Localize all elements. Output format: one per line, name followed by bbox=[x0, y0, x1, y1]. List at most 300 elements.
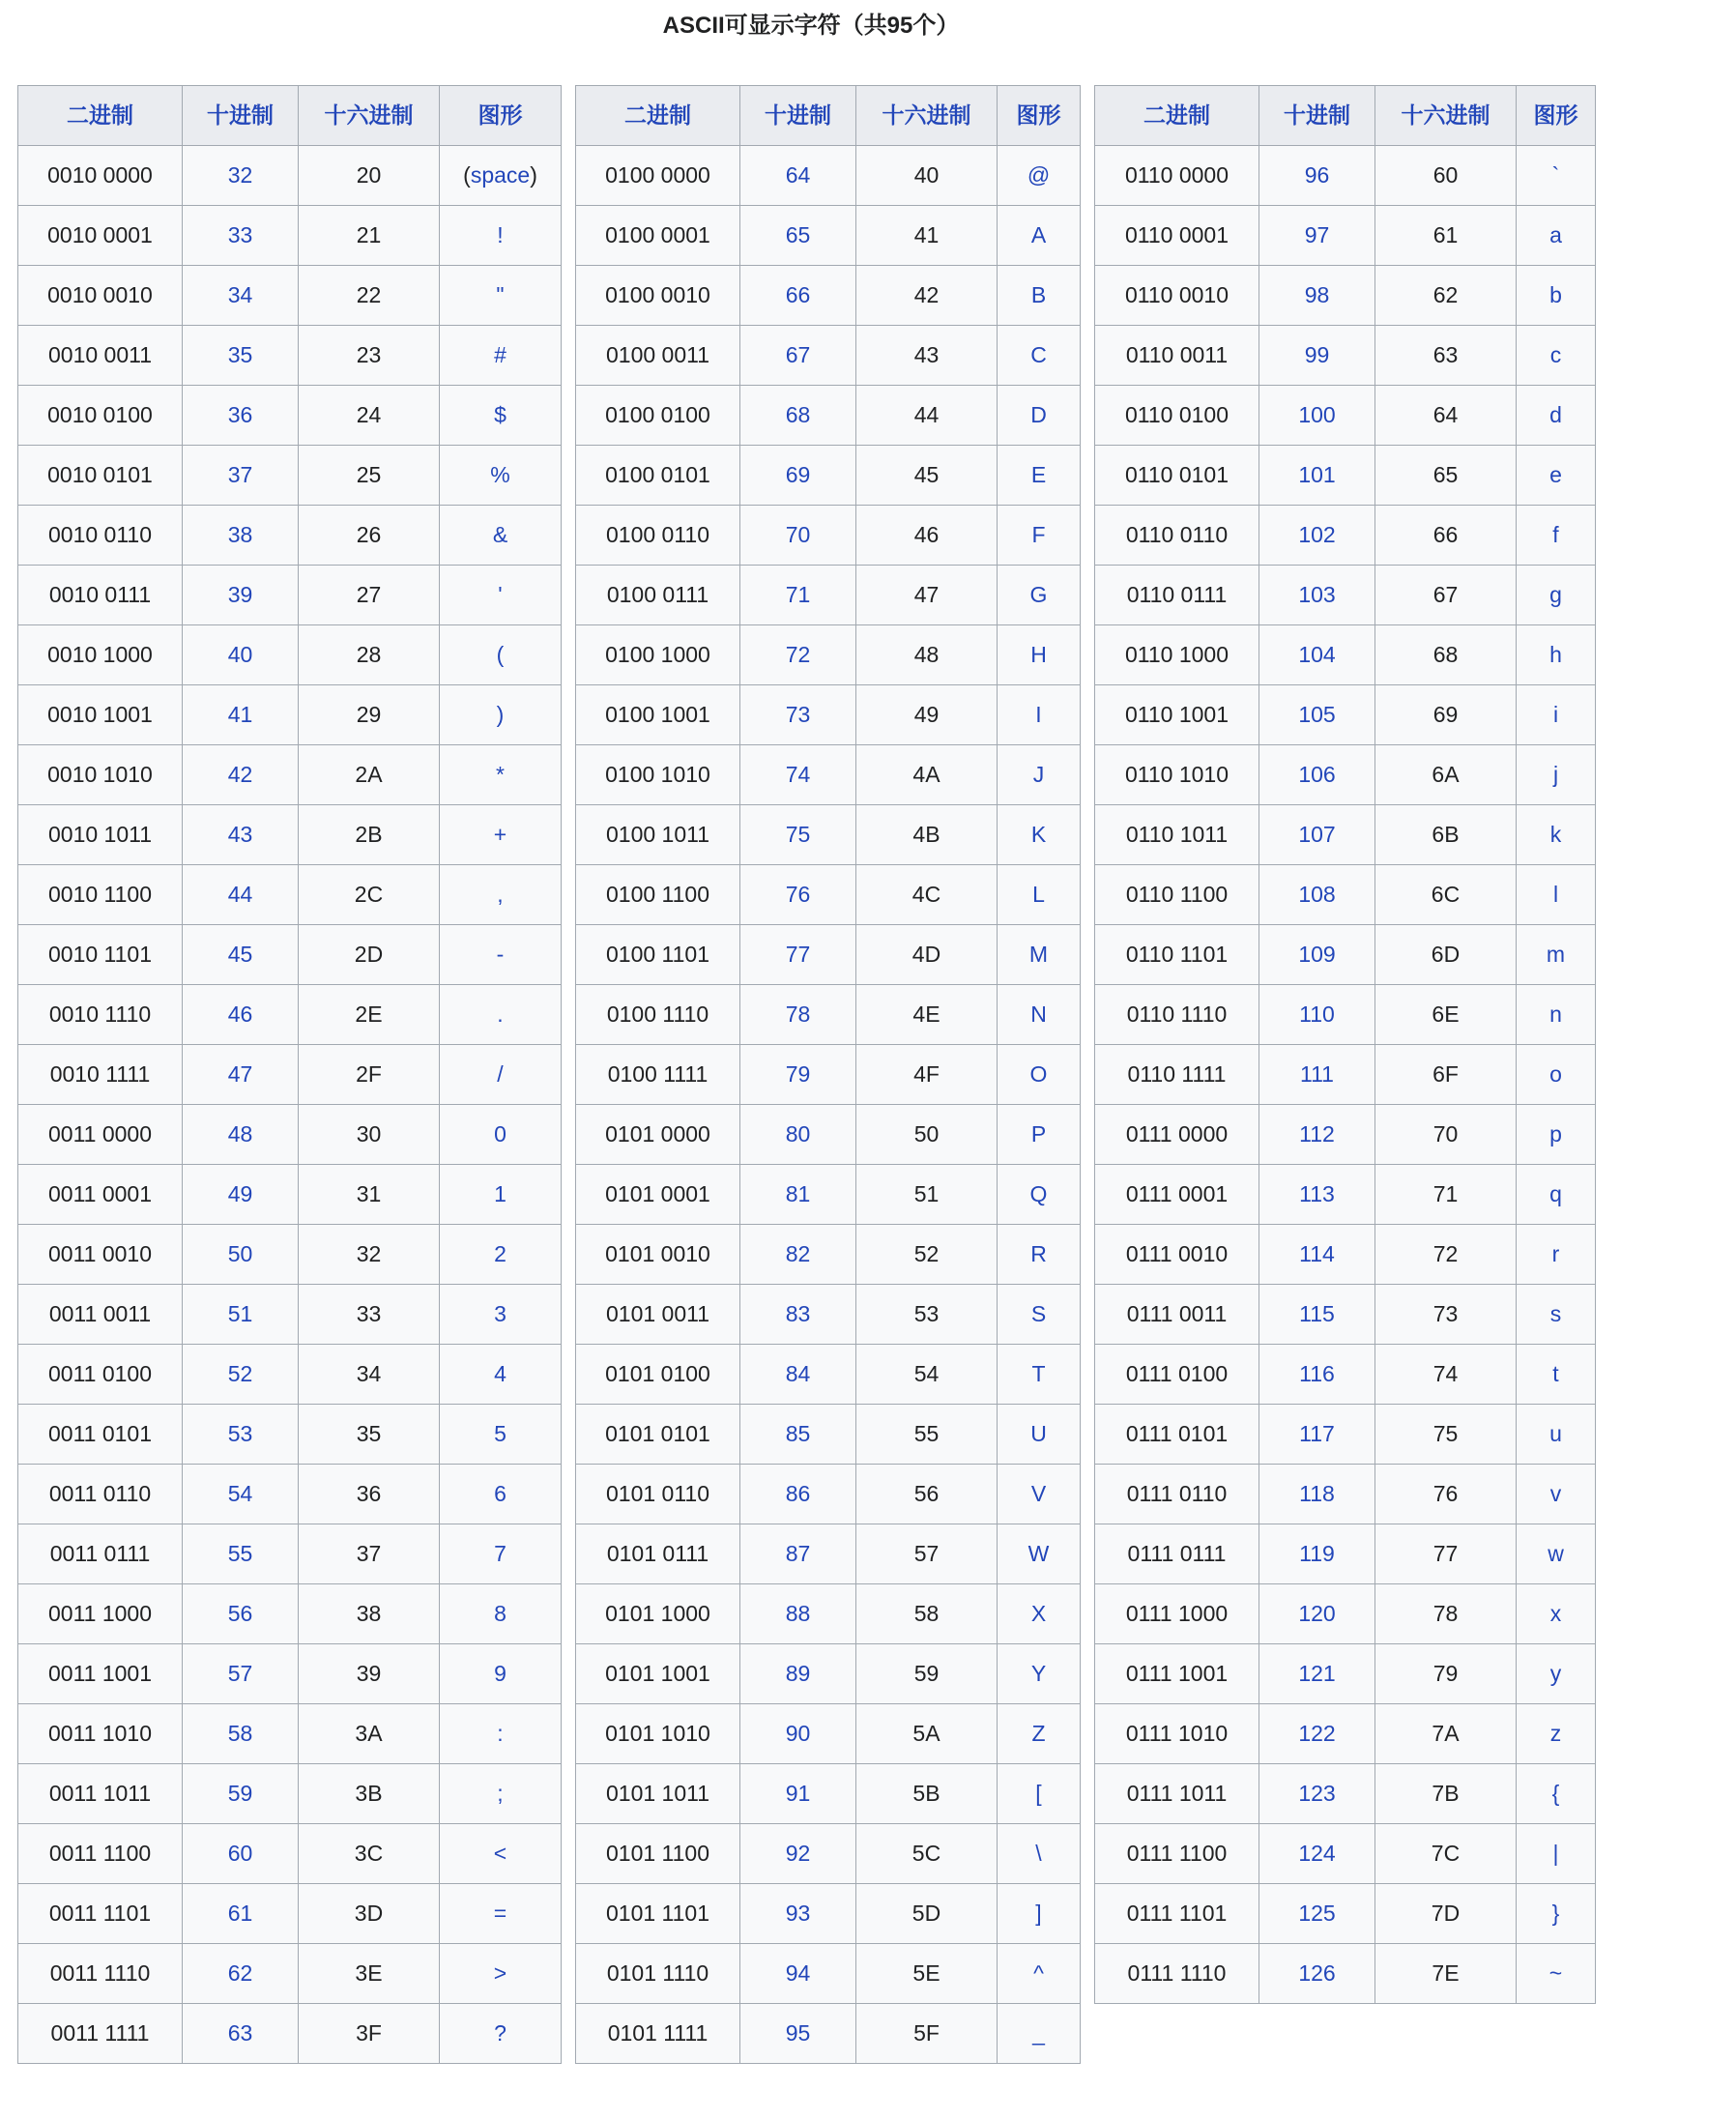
decimal-link[interactable]: 124 bbox=[1298, 1841, 1336, 1867]
decimal-link[interactable]: 69 bbox=[785, 462, 811, 488]
hex-value: 66 bbox=[1375, 506, 1517, 566]
decimal-link[interactable]: 86 bbox=[785, 1481, 811, 1507]
decimal-link[interactable]: 65 bbox=[785, 222, 811, 248]
decimal-cell bbox=[183, 1405, 299, 1465]
decimal-link[interactable]: 115 bbox=[1299, 1301, 1335, 1327]
char-link[interactable]: q bbox=[1549, 1181, 1562, 1207]
graphic-cell bbox=[998, 1345, 1081, 1405]
decimal-link[interactable]: 72 bbox=[785, 642, 811, 668]
decimal-link[interactable]: 38 bbox=[227, 522, 253, 548]
binary-value: 0010 0111 bbox=[18, 566, 183, 625]
char-link[interactable]: > bbox=[493, 1960, 507, 1987]
char-link[interactable]: space bbox=[470, 162, 531, 189]
binary-value: 0101 1101 bbox=[576, 1884, 740, 1944]
hex-value: 5F bbox=[856, 2004, 998, 2064]
decimal-cell bbox=[740, 1465, 856, 1524]
char-link[interactable]: { bbox=[1551, 1781, 1560, 1807]
table-row bbox=[18, 805, 562, 865]
decimal-link[interactable]: 89 bbox=[785, 1661, 811, 1687]
table-row bbox=[1095, 386, 1596, 446]
char-link[interactable]: S bbox=[1030, 1301, 1047, 1327]
graphic-cell bbox=[1517, 266, 1596, 326]
table-row bbox=[1095, 1345, 1596, 1405]
decimal-link[interactable]: 81 bbox=[785, 1181, 811, 1207]
decimal-link[interactable]: 47 bbox=[227, 1061, 253, 1088]
char-link[interactable]: M bbox=[1028, 942, 1049, 968]
table-row bbox=[576, 1584, 1081, 1644]
char-link[interactable]: 0 bbox=[494, 1121, 506, 1147]
decimal-link[interactable]: 41 bbox=[227, 702, 253, 728]
decimal-link[interactable]: 121 bbox=[1298, 1661, 1336, 1687]
decimal-link[interactable]: 33 bbox=[227, 222, 253, 248]
table-row bbox=[18, 446, 562, 506]
decimal-cell bbox=[183, 1644, 299, 1704]
decimal-link[interactable]: 49 bbox=[227, 1181, 253, 1207]
table-row bbox=[1095, 206, 1596, 266]
char-link[interactable]: w bbox=[1548, 1541, 1564, 1567]
column-header-binary-link[interactable]: 二进制 bbox=[624, 102, 691, 129]
char-link[interactable]: f bbox=[1552, 522, 1559, 548]
decimal-cell bbox=[183, 506, 299, 566]
char-link[interactable]: p bbox=[1549, 1121, 1562, 1147]
decimal-link[interactable]: 93 bbox=[785, 1901, 811, 1927]
decimal-link[interactable]: 100 bbox=[1298, 402, 1336, 428]
hex-value: 78 bbox=[1375, 1584, 1517, 1644]
decimal-link[interactable]: 56 bbox=[227, 1601, 253, 1627]
decimal-link[interactable]: 96 bbox=[1304, 162, 1330, 189]
char-link[interactable]: B bbox=[1030, 282, 1047, 308]
decimal-link[interactable]: 59 bbox=[227, 1781, 253, 1807]
graphic-cell bbox=[998, 625, 1081, 685]
table-row bbox=[576, 865, 1081, 925]
decimal-link[interactable]: 64 bbox=[785, 162, 811, 189]
graphic-cell bbox=[998, 206, 1081, 266]
decimal-cell bbox=[1259, 1345, 1375, 1405]
decimal-link[interactable]: 110 bbox=[1299, 1001, 1335, 1028]
decimal-cell bbox=[183, 985, 299, 1045]
char-link[interactable]: 6 bbox=[494, 1481, 506, 1507]
decimal-link[interactable]: 111 bbox=[1300, 1061, 1334, 1088]
char-link[interactable]: K bbox=[1030, 822, 1047, 848]
char-link[interactable]: 1 bbox=[494, 1181, 506, 1207]
decimal-cell bbox=[1259, 326, 1375, 386]
decimal-link[interactable]: 34 bbox=[227, 282, 253, 308]
hex-value: 74 bbox=[1375, 1345, 1517, 1405]
hex-value: 53 bbox=[856, 1285, 998, 1345]
decimal-link[interactable]: 126 bbox=[1298, 1960, 1336, 1987]
decimal-link[interactable]: 32 bbox=[227, 162, 253, 189]
decimal-link[interactable]: 80 bbox=[785, 1121, 811, 1147]
char-link[interactable]: . bbox=[497, 1001, 504, 1028]
char-link[interactable]: H bbox=[1030, 642, 1047, 668]
decimal-link[interactable]: 92 bbox=[785, 1841, 811, 1867]
decimal-cell bbox=[740, 206, 856, 266]
hex-value: 73 bbox=[1375, 1285, 1517, 1345]
char-link[interactable]: % bbox=[490, 462, 510, 488]
decimal-link[interactable]: 40 bbox=[227, 642, 253, 668]
decimal-link[interactable]: 95 bbox=[785, 2020, 811, 2046]
decimal-link[interactable]: 44 bbox=[227, 882, 253, 908]
char-link[interactable]: c bbox=[1549, 342, 1562, 368]
decimal-link[interactable]: 35 bbox=[227, 342, 253, 368]
binary-value: 0011 0111 bbox=[18, 1524, 183, 1584]
column-header-decimal-link[interactable]: 十进制 bbox=[765, 102, 831, 129]
hex-value: 25 bbox=[299, 446, 440, 506]
decimal-link[interactable]: 78 bbox=[785, 1001, 811, 1028]
decimal-link[interactable]: 122 bbox=[1298, 1721, 1336, 1747]
decimal-link[interactable]: 61 bbox=[227, 1901, 253, 1927]
graphic-cell bbox=[1517, 1045, 1596, 1105]
decimal-link[interactable]: 55 bbox=[227, 1541, 253, 1567]
decimal-link[interactable]: 66 bbox=[785, 282, 811, 308]
decimal-link[interactable]: 94 bbox=[785, 1960, 811, 1987]
decimal-cell bbox=[1259, 266, 1375, 326]
char-link[interactable]: | bbox=[1552, 1841, 1559, 1867]
graphic-cell bbox=[998, 1225, 1081, 1285]
char-link[interactable]: i bbox=[1552, 702, 1559, 728]
decimal-cell bbox=[1259, 146, 1375, 206]
decimal-link[interactable]: 54 bbox=[227, 1481, 253, 1507]
graphic-cell bbox=[1517, 446, 1596, 506]
char-link[interactable]: ~ bbox=[1548, 1960, 1563, 1987]
decimal-cell bbox=[183, 2004, 299, 2064]
char-link[interactable]: y bbox=[1549, 1661, 1562, 1687]
hex-value: 75 bbox=[1375, 1405, 1517, 1465]
char-link[interactable]: G bbox=[1029, 582, 1048, 608]
char-link[interactable]: O bbox=[1029, 1061, 1048, 1088]
decimal-link[interactable]: 51 bbox=[227, 1301, 253, 1327]
decimal-link[interactable]: 60 bbox=[227, 1841, 253, 1867]
decimal-link[interactable]: 43 bbox=[227, 822, 253, 848]
char-link[interactable]: l bbox=[1552, 882, 1559, 908]
decimal-link[interactable]: 52 bbox=[227, 1361, 253, 1387]
char-link[interactable]: r bbox=[1551, 1241, 1560, 1267]
char-link[interactable]: J bbox=[1032, 762, 1045, 788]
hex-value: 64 bbox=[1375, 386, 1517, 446]
decimal-link[interactable]: 102 bbox=[1298, 522, 1336, 548]
char-link[interactable]: ' bbox=[498, 582, 503, 608]
char-link[interactable]: N bbox=[1030, 1001, 1047, 1028]
char-link[interactable]: + bbox=[493, 822, 507, 848]
binary-value: 0011 1011 bbox=[18, 1764, 183, 1824]
decimal-link[interactable]: 45 bbox=[227, 942, 253, 968]
char-link[interactable]: 5 bbox=[494, 1421, 506, 1447]
char-link[interactable]: - bbox=[496, 942, 505, 968]
char-link[interactable]: Q bbox=[1029, 1181, 1048, 1207]
decimal-link[interactable]: 119 bbox=[1299, 1541, 1335, 1567]
decimal-link[interactable]: 85 bbox=[785, 1421, 811, 1447]
hex-value: 60 bbox=[1375, 146, 1517, 206]
char-link[interactable]: Y bbox=[1030, 1661, 1047, 1687]
char-link[interactable]: / bbox=[497, 1061, 504, 1088]
char-link[interactable]: 7 bbox=[494, 1541, 506, 1567]
hex-value: 26 bbox=[299, 506, 440, 566]
char-link[interactable]: $ bbox=[494, 402, 506, 428]
decimal-link[interactable]: 117 bbox=[1299, 1421, 1335, 1447]
decimal-link[interactable]: 91 bbox=[785, 1781, 811, 1807]
binary-value: 0011 1100 bbox=[18, 1824, 183, 1884]
char-link[interactable]: x bbox=[1549, 1601, 1562, 1627]
decimal-link[interactable]: 99 bbox=[1304, 342, 1330, 368]
decimal-link[interactable]: 104 bbox=[1298, 642, 1336, 668]
decimal-cell bbox=[1259, 506, 1375, 566]
decimal-link[interactable]: 83 bbox=[785, 1301, 811, 1327]
decimal-link[interactable]: 97 bbox=[1304, 222, 1330, 248]
binary-value: 0010 1010 bbox=[18, 745, 183, 805]
char-link[interactable]: } bbox=[1551, 1901, 1560, 1927]
decimal-link[interactable]: 98 bbox=[1304, 282, 1330, 308]
char-link[interactable]: L bbox=[1032, 882, 1045, 908]
graphic-cell bbox=[1517, 1764, 1596, 1824]
column-header-hex-link[interactable]: 十六进制 bbox=[882, 102, 971, 129]
char-link[interactable]: z bbox=[1549, 1721, 1562, 1747]
decimal-link[interactable]: 90 bbox=[785, 1721, 811, 1747]
char-link[interactable]: a bbox=[1549, 222, 1562, 248]
graphic-cell bbox=[998, 386, 1081, 446]
decimal-link[interactable]: 106 bbox=[1298, 762, 1336, 788]
ascii-table-2 bbox=[575, 85, 1081, 2064]
decimal-cell bbox=[1259, 566, 1375, 625]
decimal-link[interactable]: 114 bbox=[1299, 1241, 1335, 1267]
hex-value: 4C bbox=[856, 865, 998, 925]
hex-value: 57 bbox=[856, 1524, 998, 1584]
column-header-graphic bbox=[1517, 86, 1596, 146]
char-link[interactable]: t bbox=[1552, 1361, 1559, 1387]
hex-value: 35 bbox=[299, 1405, 440, 1465]
char-link[interactable]: ` bbox=[1551, 162, 1560, 189]
char-link[interactable]: , bbox=[497, 882, 504, 908]
column-header-decimal-link[interactable]: 十进制 bbox=[1284, 102, 1350, 129]
decimal-cell bbox=[740, 925, 856, 985]
char-link[interactable]: * bbox=[496, 762, 505, 788]
char-link[interactable]: ] bbox=[1035, 1901, 1042, 1927]
char-link[interactable]: j bbox=[1552, 762, 1559, 788]
char-link[interactable]: u bbox=[1549, 1421, 1562, 1447]
char-link[interactable]: ( bbox=[496, 642, 505, 668]
char-link[interactable]: ; bbox=[497, 1781, 504, 1807]
hex-value: 61 bbox=[1375, 206, 1517, 266]
decimal-link[interactable]: 75 bbox=[785, 822, 811, 848]
table-row bbox=[576, 1704, 1081, 1764]
char-link[interactable]: < bbox=[493, 1841, 507, 1867]
char-link[interactable]: 3 bbox=[494, 1301, 506, 1327]
hex-value: 52 bbox=[856, 1225, 998, 1285]
decimal-link[interactable]: 58 bbox=[227, 1721, 253, 1747]
char-link[interactable]: b bbox=[1549, 282, 1562, 308]
char-link[interactable]: ! bbox=[497, 222, 504, 248]
decimal-link[interactable]: 70 bbox=[785, 522, 811, 548]
binary-value: 0010 1110 bbox=[18, 985, 183, 1045]
char-link[interactable]: U bbox=[1030, 1421, 1047, 1447]
char-link[interactable]: h bbox=[1549, 642, 1562, 668]
decimal-link[interactable]: 79 bbox=[785, 1061, 811, 1088]
decimal-link[interactable]: 125 bbox=[1298, 1901, 1336, 1927]
hex-value: 54 bbox=[856, 1345, 998, 1405]
table-row bbox=[18, 1225, 562, 1285]
decimal-link[interactable]: 108 bbox=[1298, 882, 1336, 908]
char-link[interactable]: E bbox=[1030, 462, 1047, 488]
binary-value: 0110 1000 bbox=[1095, 625, 1259, 685]
decimal-cell bbox=[740, 805, 856, 865]
char-link[interactable]: ^ bbox=[1033, 1960, 1044, 1987]
hex-value: 3B bbox=[299, 1764, 440, 1824]
decimal-link[interactable]: 107 bbox=[1298, 822, 1336, 848]
decimal-link[interactable]: 118 bbox=[1299, 1481, 1335, 1507]
table-row bbox=[18, 1465, 562, 1524]
char-link[interactable]: v bbox=[1549, 1481, 1562, 1507]
column-header-graphic-link[interactable]: 图形 bbox=[1016, 102, 1061, 129]
graphic-cell bbox=[440, 1165, 562, 1225]
char-link[interactable]: d bbox=[1549, 402, 1562, 428]
char-link[interactable]: n bbox=[1549, 1001, 1562, 1028]
decimal-link[interactable]: 82 bbox=[785, 1241, 811, 1267]
decimal-cell bbox=[183, 925, 299, 985]
binary-value: 0111 0001 bbox=[1095, 1165, 1259, 1225]
char-link[interactable]: P bbox=[1030, 1121, 1047, 1147]
decimal-link[interactable]: 37 bbox=[227, 462, 253, 488]
char-link[interactable]: A bbox=[1030, 222, 1047, 248]
decimal-link[interactable]: 120 bbox=[1298, 1601, 1336, 1627]
decimal-link[interactable]: 109 bbox=[1298, 942, 1336, 968]
char-link[interactable]: & bbox=[492, 522, 508, 548]
graphic-cell bbox=[440, 1405, 562, 1465]
binary-value: 0100 1010 bbox=[576, 745, 740, 805]
decimal-link[interactable]: 36 bbox=[227, 402, 253, 428]
char-link[interactable]: _ bbox=[1032, 2020, 1045, 2046]
decimal-link[interactable]: 39 bbox=[227, 582, 253, 608]
char-link[interactable]: m bbox=[1546, 942, 1566, 968]
char-link[interactable]: @ bbox=[1027, 162, 1051, 189]
graphic-cell bbox=[998, 685, 1081, 745]
table-row bbox=[576, 925, 1081, 985]
char-link[interactable]: = bbox=[493, 1901, 507, 1927]
char-link[interactable]: [ bbox=[1035, 1781, 1042, 1807]
decimal-link[interactable]: 116 bbox=[1299, 1361, 1335, 1387]
decimal-cell bbox=[740, 566, 856, 625]
decimal-link[interactable]: 53 bbox=[227, 1421, 253, 1447]
char-link[interactable]: F bbox=[1031, 522, 1046, 548]
char-link[interactable]: 4 bbox=[494, 1361, 506, 1387]
table-row bbox=[1095, 266, 1596, 326]
decimal-link[interactable]: 77 bbox=[785, 942, 811, 968]
column-header-hex bbox=[1375, 86, 1517, 146]
decimal-cell bbox=[1259, 685, 1375, 745]
column-header-binary-link[interactable]: 二进制 bbox=[1143, 102, 1210, 129]
table-row bbox=[18, 1105, 562, 1165]
decimal-link[interactable]: 67 bbox=[785, 342, 811, 368]
decimal-link[interactable]: 57 bbox=[227, 1661, 253, 1687]
graphic-cell bbox=[1517, 865, 1596, 925]
table-row bbox=[18, 266, 562, 326]
decimal-link[interactable]: 73 bbox=[785, 702, 811, 728]
binary-value: 0100 0010 bbox=[576, 266, 740, 326]
column-header-hex-link[interactable]: 十六进制 bbox=[1401, 102, 1490, 129]
hex-value: 2B bbox=[299, 805, 440, 865]
char-link[interactable]: 2 bbox=[494, 1241, 506, 1267]
decimal-link[interactable]: 48 bbox=[227, 1121, 253, 1147]
table-row bbox=[576, 745, 1081, 805]
binary-value: 0010 1000 bbox=[18, 625, 183, 685]
decimal-link[interactable]: 71 bbox=[785, 582, 811, 608]
decimal-link[interactable]: 84 bbox=[785, 1361, 811, 1387]
binary-value: 0111 1000 bbox=[1095, 1584, 1259, 1644]
table-row bbox=[18, 625, 562, 685]
char-link[interactable]: s bbox=[1549, 1301, 1562, 1327]
char-link[interactable]: g bbox=[1549, 582, 1562, 608]
char-link[interactable]: 9 bbox=[494, 1661, 506, 1687]
table-row bbox=[1095, 1584, 1596, 1644]
char-link[interactable]: T bbox=[1031, 1361, 1046, 1387]
decimal-cell bbox=[740, 985, 856, 1045]
char-link[interactable]: ) bbox=[496, 702, 505, 728]
decimal-link[interactable]: 123 bbox=[1298, 1781, 1336, 1807]
char-link[interactable]: o bbox=[1549, 1061, 1562, 1088]
column-header-binary-link[interactable]: 二进制 bbox=[67, 102, 133, 129]
char-link[interactable]: C bbox=[1030, 342, 1047, 368]
column-header-hex-link[interactable]: 十六进制 bbox=[324, 102, 414, 129]
graphic-cell bbox=[440, 1584, 562, 1644]
decimal-link[interactable]: 103 bbox=[1298, 582, 1336, 608]
decimal-link[interactable]: 112 bbox=[1299, 1121, 1335, 1147]
decimal-link[interactable]: 101 bbox=[1298, 462, 1336, 488]
hex-value: 67 bbox=[1375, 566, 1517, 625]
char-link[interactable]: V bbox=[1030, 1481, 1047, 1507]
char-link[interactable]: # bbox=[494, 342, 506, 368]
char-link[interactable]: Z bbox=[1031, 1721, 1046, 1747]
hex-value: 49 bbox=[856, 685, 998, 745]
binary-value: 0100 0101 bbox=[576, 446, 740, 506]
decimal-link[interactable]: 76 bbox=[785, 882, 811, 908]
char-link[interactable]: D bbox=[1030, 402, 1047, 428]
decimal-link[interactable]: 88 bbox=[785, 1601, 811, 1627]
char-link[interactable]: e bbox=[1549, 462, 1562, 488]
char-link[interactable]: R bbox=[1030, 1241, 1047, 1267]
binary-value: 0100 1100 bbox=[576, 865, 740, 925]
graphic-cell bbox=[1517, 326, 1596, 386]
decimal-cell bbox=[183, 1465, 299, 1524]
decimal-link[interactable]: 68 bbox=[785, 402, 811, 428]
char-link[interactable]: \ bbox=[1035, 1841, 1042, 1867]
decimal-cell bbox=[183, 865, 299, 925]
decimal-link[interactable]: 42 bbox=[227, 762, 253, 788]
decimal-link[interactable]: 113 bbox=[1299, 1181, 1335, 1207]
binary-value: 0101 0011 bbox=[576, 1285, 740, 1345]
char-link[interactable]: W bbox=[1027, 1541, 1050, 1567]
hex-value: 41 bbox=[856, 206, 998, 266]
char-link[interactable]: I bbox=[1035, 702, 1042, 728]
column-header-decimal-link[interactable]: 十进制 bbox=[207, 102, 274, 129]
decimal-link[interactable]: 62 bbox=[227, 1960, 253, 1987]
column-header-graphic-link[interactable]: 图形 bbox=[477, 102, 523, 129]
char-link[interactable]: 8 bbox=[494, 1601, 506, 1627]
char-link[interactable]: " bbox=[496, 282, 505, 308]
decimal-link[interactable]: 63 bbox=[227, 2020, 253, 2046]
decimal-link[interactable]: 87 bbox=[785, 1541, 811, 1567]
char-link[interactable]: X bbox=[1030, 1601, 1047, 1627]
char-link[interactable]: ? bbox=[494, 2020, 506, 2046]
decimal-link[interactable]: 50 bbox=[227, 1241, 253, 1267]
graphic-cell bbox=[1517, 506, 1596, 566]
hex-value: 6E bbox=[1375, 985, 1517, 1045]
binary-value: 0110 0001 bbox=[1095, 206, 1259, 266]
char-link[interactable]: k bbox=[1549, 822, 1562, 848]
decimal-link[interactable]: 105 bbox=[1298, 702, 1336, 728]
decimal-link[interactable]: 46 bbox=[227, 1001, 253, 1028]
graphic-cell bbox=[1517, 1225, 1596, 1285]
decimal-link[interactable]: 74 bbox=[785, 762, 811, 788]
column-header-graphic-link[interactable]: 图形 bbox=[1533, 102, 1578, 129]
char-link[interactable]: : bbox=[497, 1721, 504, 1747]
